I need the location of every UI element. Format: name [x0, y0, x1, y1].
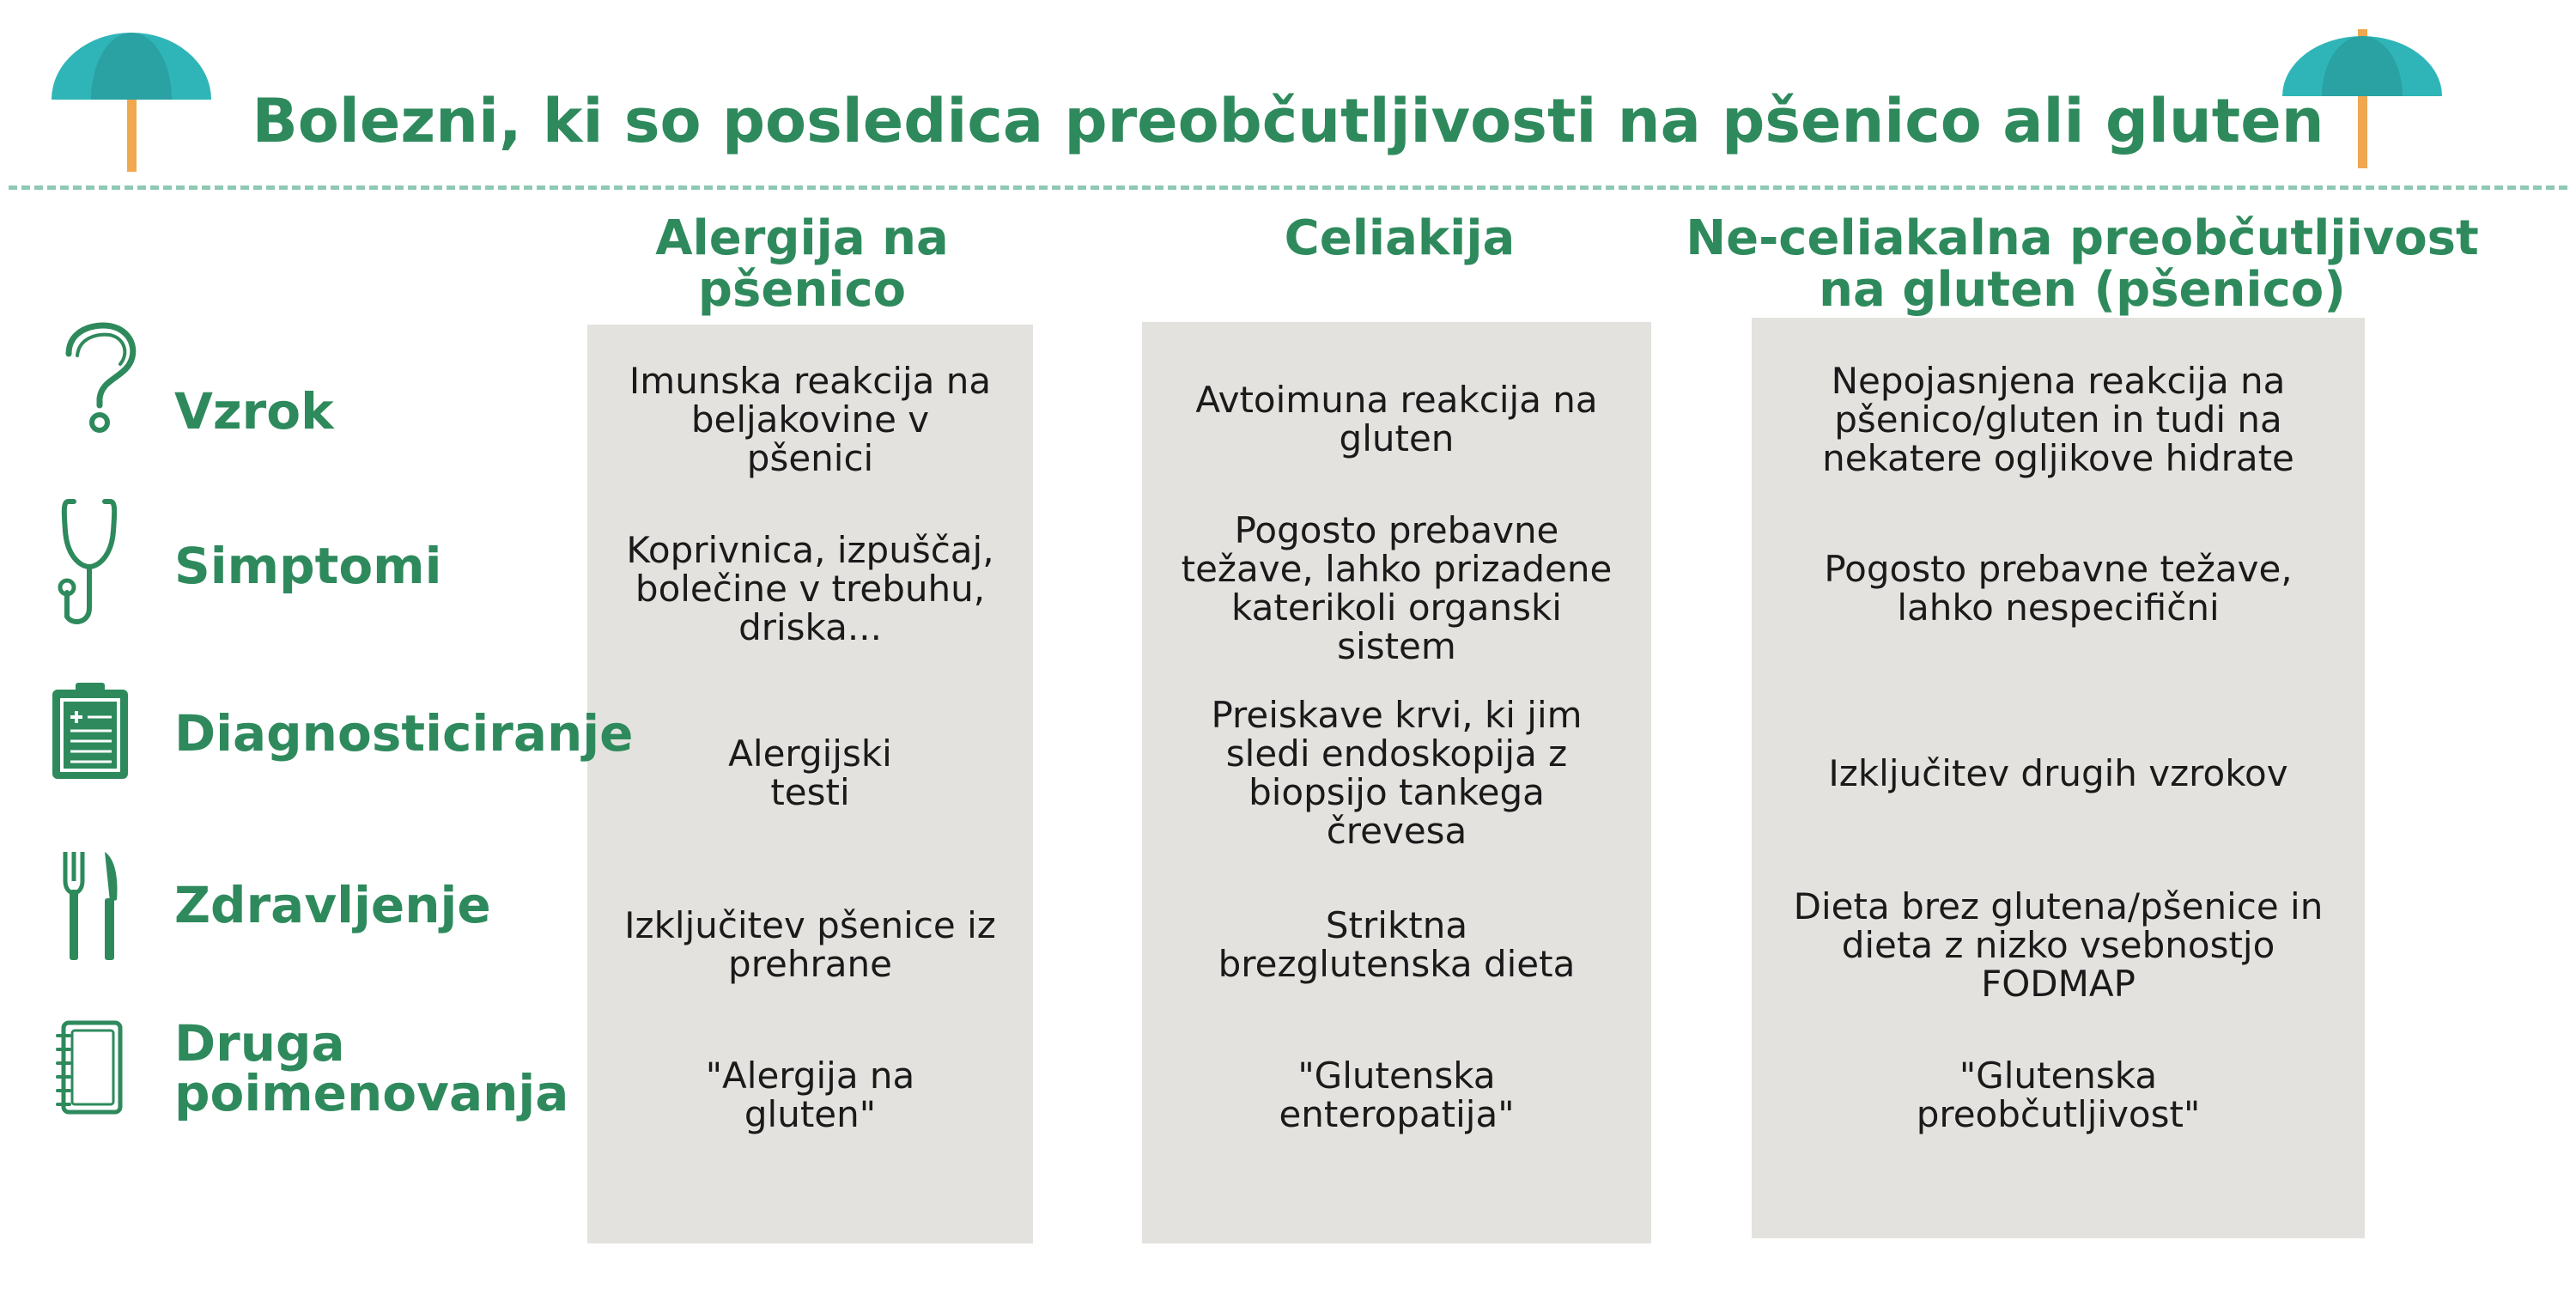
cell-text	[728, 734, 892, 812]
cell-line: Izključitev pšenice iz	[624, 904, 996, 946]
cell-line: Preiskave krvi, ki jim	[1211, 694, 1583, 736]
row-label-diagnosis	[174, 704, 634, 763]
cell-line: Imunska reakcija na	[629, 359, 992, 402]
table-cell	[587, 333, 1033, 505]
cell-line: enteropatija"	[1279, 1093, 1515, 1135]
cell-line: katerikoli organski	[1231, 587, 1562, 629]
table-cell	[1142, 502, 1651, 674]
column-heading-line: Alergija na	[655, 210, 949, 266]
cell-line: "Glutenska	[1297, 1055, 1496, 1097]
cell-line: FODMAP	[1981, 962, 2136, 1005]
row-label-line: Druga	[174, 1014, 345, 1073]
cell-text	[1794, 887, 2324, 1003]
cell-line: Avtoimuna reakcija na	[1195, 379, 1598, 421]
cell-line: Nepojasnjena reakcija na	[1831, 359, 2286, 402]
cell-line: Striktna	[1325, 904, 1468, 946]
cell-line: bolečine v trebuhu,	[635, 567, 986, 610]
cell-text	[1195, 380, 1597, 458]
row-label-line: poimenovanja	[174, 1064, 569, 1122]
cell-text	[1279, 1056, 1514, 1134]
cell-line: dieta z nizko vsebnostjo	[1841, 923, 2275, 966]
cell-line: pšenico/gluten in tudi na	[1834, 398, 2282, 441]
row-label-other-names	[174, 1014, 569, 1122]
table-cell	[1142, 333, 1651, 505]
cell-line: sistem	[1337, 625, 1456, 667]
column-heading-ncgs	[1674, 210, 2490, 318]
cell-text	[626, 528, 994, 648]
column-heading-line: Celiakija	[1284, 210, 1516, 266]
column-heading-line: Ne-celiakalna preobčutljivost	[1686, 210, 2479, 266]
question-mark-icon	[53, 319, 148, 435]
row-label-line: Zdravljenje	[174, 876, 491, 934]
column-heading-celiac	[1142, 210, 1657, 266]
cell-line: gluten	[1339, 417, 1455, 459]
cell-text	[1824, 550, 2292, 627]
cell-line: težave, lahko prizadene	[1181, 548, 1613, 590]
cell-line: Dieta brez glutena/pšenice in	[1793, 885, 2324, 927]
cell-line: lahko nespecifični	[1897, 587, 2220, 629]
cell-text	[1828, 751, 2288, 794]
column-heading-line: na gluten (pšenico)	[1819, 262, 2346, 318]
fork-knife-icon	[60, 850, 122, 962]
cell-line: biopsijo tankega	[1249, 771, 1545, 813]
table-cell	[587, 502, 1033, 674]
table-cell	[1752, 1013, 2365, 1176]
table-cell	[587, 687, 1033, 859]
cell-line: Alergijski	[728, 733, 892, 775]
title-divider	[9, 185, 2567, 190]
cell-text	[1218, 906, 1576, 983]
table-cell	[1142, 687, 1651, 859]
cell-line: prehrane	[728, 943, 892, 985]
cell-text	[624, 906, 996, 983]
cell-line: Koprivnica, izpuščaj,	[626, 528, 994, 571]
row-label-line: Vzrok	[174, 382, 334, 441]
column-heading-wheat-allergy	[587, 210, 1017, 318]
cell-text	[706, 1056, 915, 1134]
cell-line: črevesa	[1326, 810, 1467, 852]
cell-line: "Glutenska	[1959, 1055, 2158, 1097]
row-label-symptoms	[174, 537, 442, 595]
cell-text	[1182, 511, 1613, 666]
column-heading-line: pšenico	[697, 262, 907, 318]
cell-text	[629, 359, 992, 479]
cell-line: sledi endoskopija z	[1225, 733, 1568, 775]
cell-line: Izključitev drugih vzrokov	[1828, 751, 2288, 794]
clipboard-icon	[50, 683, 131, 781]
table-cell	[587, 1013, 1033, 1176]
cell-line: nekatere ogljikove hidrate	[1822, 436, 2294, 479]
cell-line: Pogosto prebavne težave,	[1824, 548, 2293, 590]
cell-line: "Alergija na	[705, 1055, 915, 1097]
cell-line: preobčutljivost"	[1916, 1093, 2201, 1135]
cell-line: gluten"	[744, 1093, 877, 1135]
table-cell	[1142, 1013, 1651, 1176]
row-label-line: Simptomi	[174, 537, 442, 595]
notebook-icon	[55, 1020, 124, 1115]
row-label-line: Diagnosticiranje	[174, 704, 634, 763]
page-title: Bolezni, ki so posledica preobčutljivosti na pšenico ali gluten	[252, 86, 2324, 156]
cell-text	[1211, 696, 1582, 850]
cell-line: brezglutenska dieta	[1218, 943, 1576, 985]
table-cell	[1752, 333, 2365, 505]
stethoscope-icon	[55, 496, 132, 634]
cell-line: testi	[770, 771, 850, 813]
cell-text	[1917, 1056, 2201, 1134]
cell-line: Pogosto prebavne	[1234, 509, 1559, 551]
table-cell	[1752, 502, 2365, 674]
table-cell	[1142, 859, 1651, 1030]
row-label-cause	[174, 382, 334, 441]
table-cell	[1752, 687, 2365, 859]
table-cell	[587, 859, 1033, 1030]
cell-line: pšenici	[746, 436, 874, 479]
cell-line: driska...	[738, 605, 882, 648]
row-label-treatment	[174, 876, 491, 934]
table-cell	[1752, 859, 2365, 1030]
cell-text	[1822, 359, 2294, 479]
cell-line: beljakovine v	[690, 398, 930, 441]
